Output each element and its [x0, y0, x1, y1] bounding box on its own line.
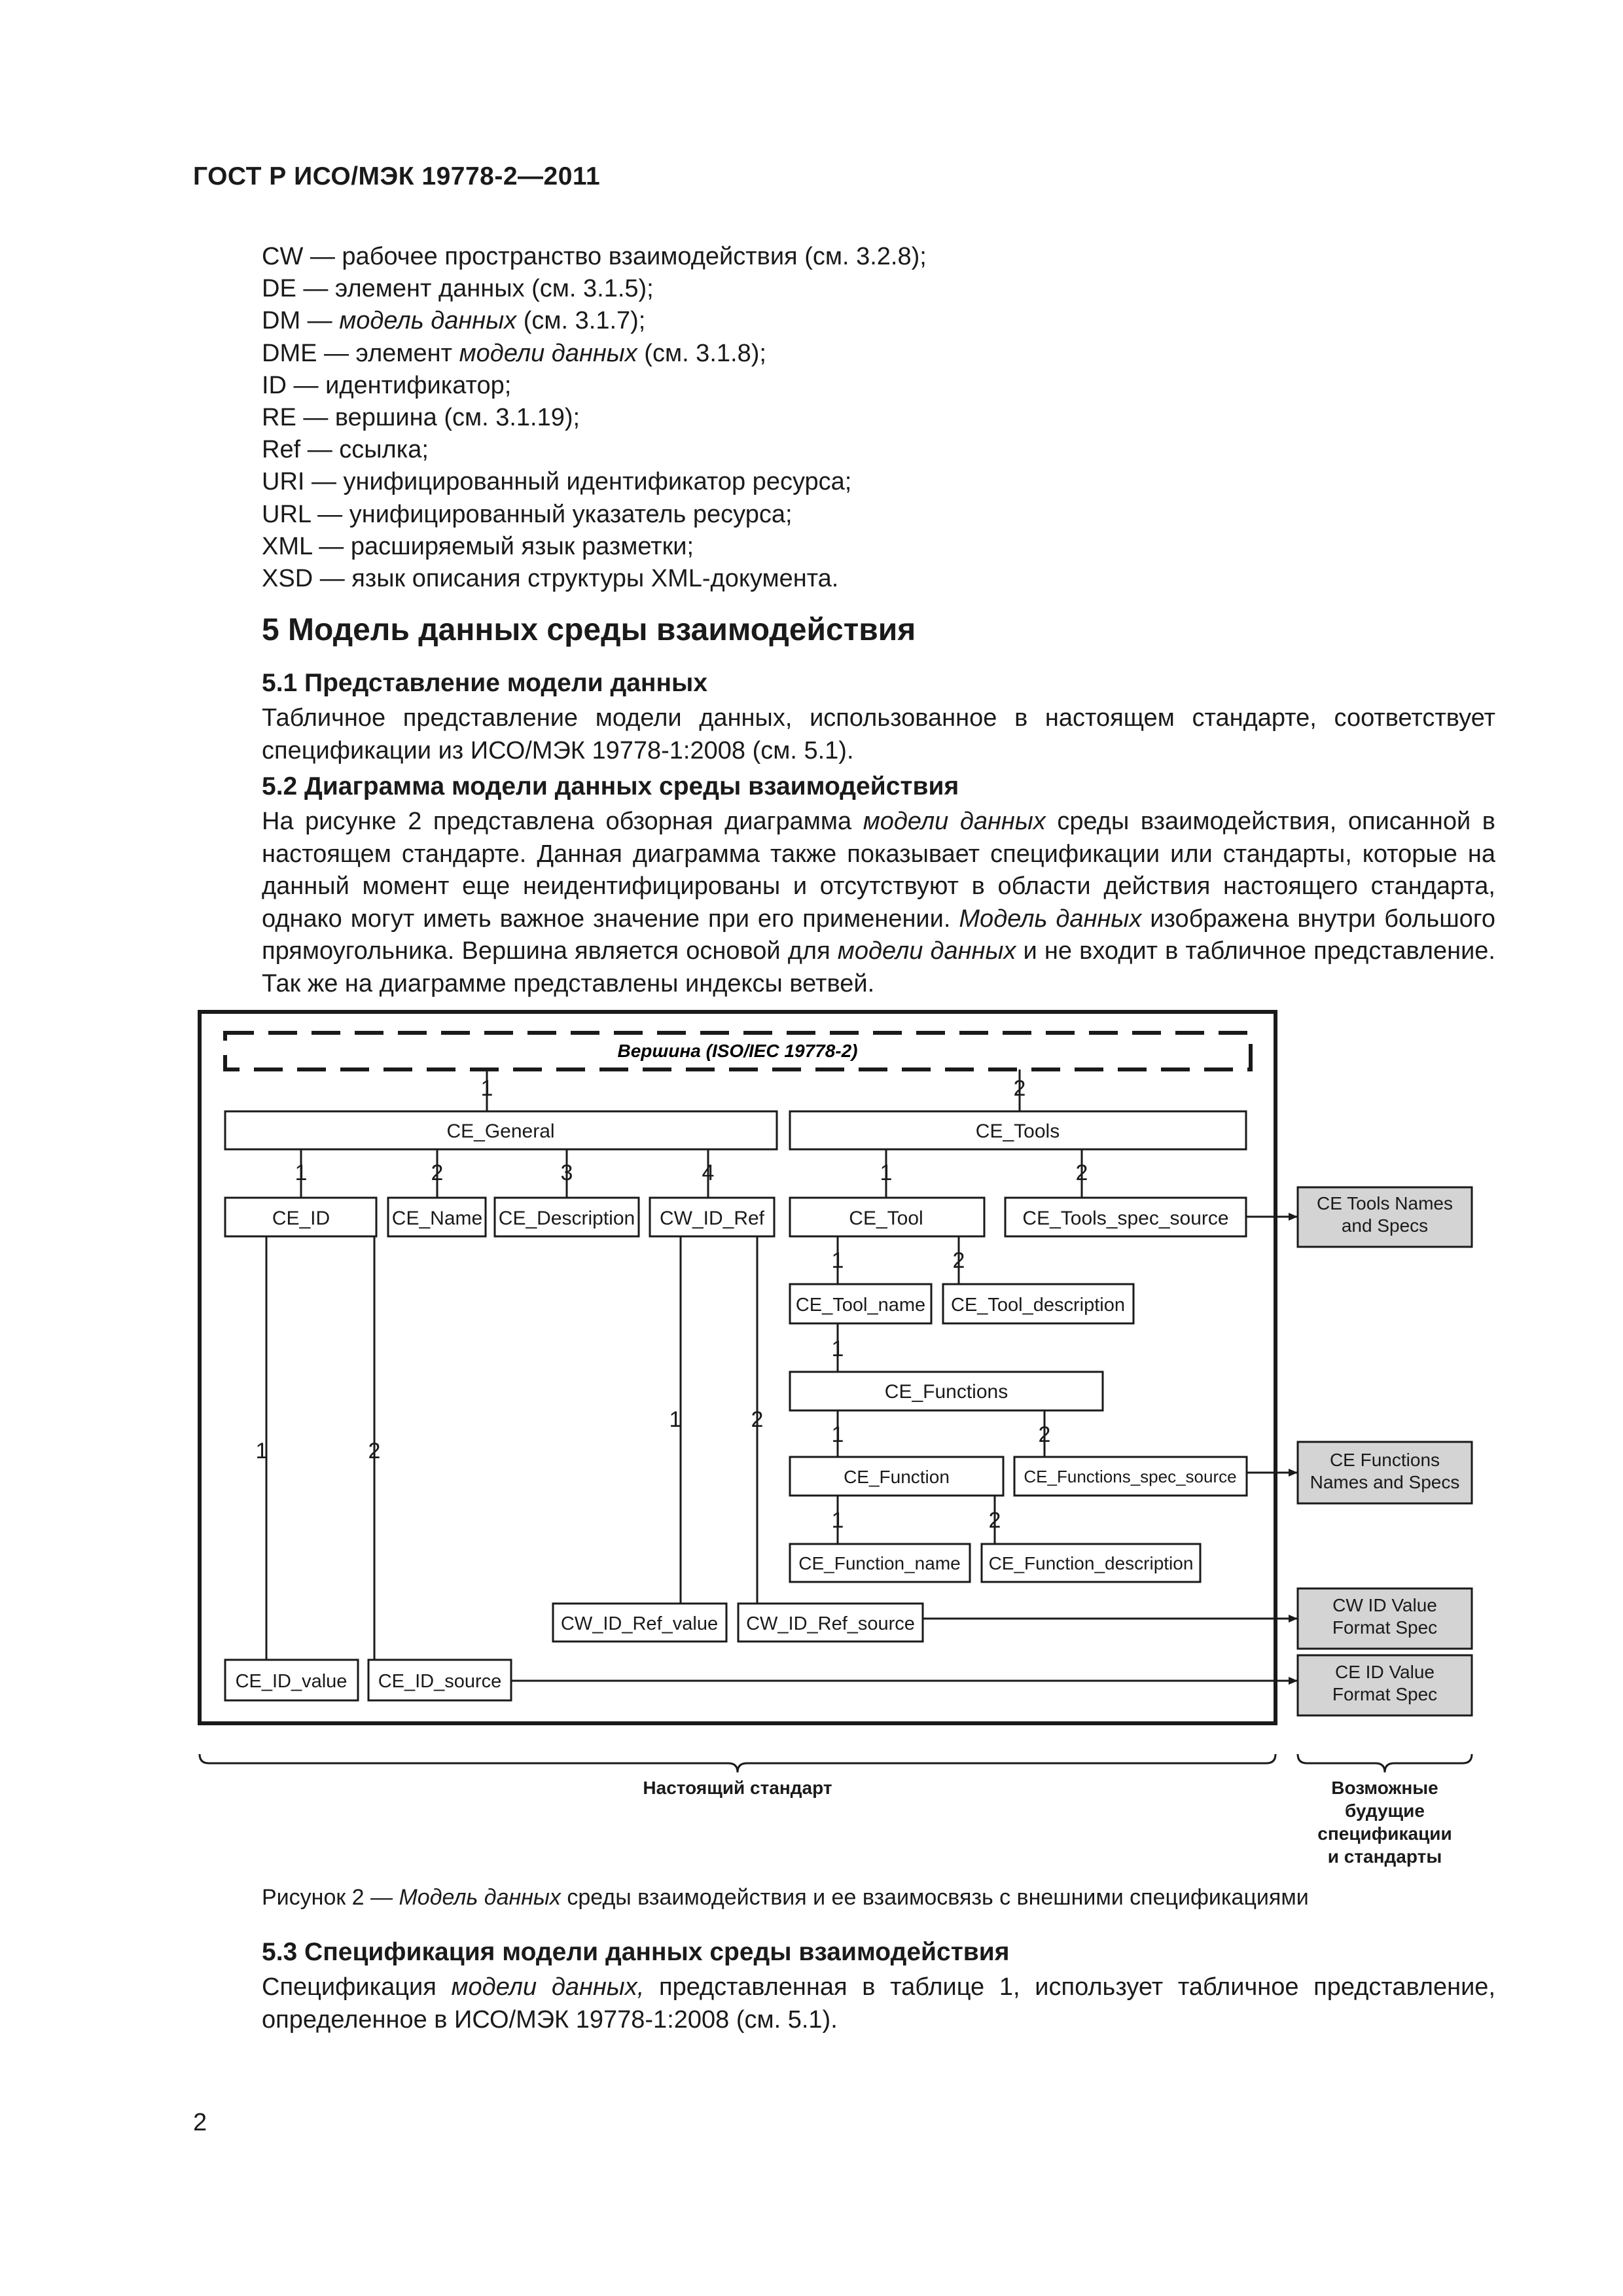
- ext-functions-line1: CE Functions: [1329, 1450, 1440, 1470]
- section-5-title: 5 Модель данных среды взаимодействия: [262, 613, 916, 647]
- section-5-3-text: [193, 1971, 1495, 2036]
- root-label: Вершина (ISO/IEC 19778-2): [617, 1041, 858, 1061]
- text-run: DME — элемент: [262, 339, 459, 367]
- future-line-1: Возможные: [1331, 1778, 1438, 1798]
- svg-text:1: 1: [831, 1422, 844, 1447]
- svg-text:1: 1: [831, 1508, 844, 1533]
- text-run: DE — элемент данных (см. 3.1.5);: [262, 275, 654, 303]
- text-run: CW — рабочее пространство взаимодействия (см. 3.2.8);: [262, 243, 927, 270]
- box-ce-tools: CE_Tools: [975, 1121, 1060, 1142]
- box-ce-id: CE_ID: [272, 1208, 330, 1229]
- box-ce-functions: CE_Functions: [884, 1381, 1008, 1403]
- box-ce-function-name: CE_Function_name: [798, 1553, 961, 1573]
- svg-text:1: 1: [831, 1336, 844, 1361]
- future-line-2: будущие: [1345, 1801, 1425, 1821]
- section-5-1-title: 5.1 Представление модели данных: [262, 669, 708, 697]
- text-run: среды взаимодействия, описанной в настоящем стандарте. Данная диаграмма также показывает спецификации или стандарты, которые на данный момент еще неидентифицированы и отсутствуют в области действия настоящего стандарта, однако могут иметь важное значение при его применении.: [262, 808, 1495, 933]
- box-cw-id-ref-source: CW_ID_Ref_source: [746, 1613, 915, 1634]
- svg-text:1: 1: [480, 1076, 493, 1101]
- svg-text:2: 2: [431, 1160, 444, 1185]
- page-number: 2: [193, 2109, 207, 2136]
- svg-text:1: 1: [669, 1407, 682, 1432]
- ext-tools-line1: CE Tools Names: [1316, 1193, 1454, 1213]
- text-run: представленная в таблице 1, использует табличное представление, определенное в ИСО/МЭК 19778-1:2008 (см. 5.1).: [262, 1973, 1495, 2034]
- section-5-3-paragraph: [193, 1971, 1495, 2036]
- ext-tools-line2: and Specs: [1341, 1215, 1429, 1236]
- text-run: URL — унифицированный указатель ресурса;: [262, 500, 793, 528]
- ext-ce-id-line2: Format Spec: [1332, 1684, 1438, 1704]
- text-run: RE — вершина (см. 3.1.19);: [262, 404, 580, 432]
- box-ce-id-value: CE_ID_value: [235, 1671, 348, 1692]
- ext-functions-line2: Names and Specs: [1310, 1472, 1460, 1492]
- italic-term: модели данных,: [451, 1973, 645, 2001]
- ext-cw-id-line2: Format Spec: [1332, 1617, 1438, 1638]
- section-5-1-paragraph: Табличное представление модели данных, использованное в настоящем стандарте, соответствует спецификации из ИСО/МЭК 19778-1:2008 (см. 5.1).: [262, 704, 1495, 764]
- box-ce-id-source: CE_ID_source: [378, 1671, 502, 1692]
- svg-text:1: 1: [831, 1248, 844, 1273]
- text-run: XML — расширяемый язык разметки;: [262, 532, 694, 560]
- box-cw-id-ref-value: CW_ID_Ref_value: [560, 1613, 719, 1634]
- box-ce-tool-description: CE_Tool_description: [951, 1295, 1125, 1316]
- ext-cw-id-line1: CW ID Value: [1332, 1595, 1437, 1615]
- svg-text:1: 1: [880, 1160, 893, 1185]
- box-cw-id-ref: CW_ID_Ref: [659, 1208, 765, 1229]
- text-run: XSD — язык описания структуры XML-документа.: [262, 565, 839, 593]
- section-5-3-title: 5.3 Спецификация модели данных среды взаимодействия: [262, 1938, 1010, 1966]
- figure-caption: [262, 1885, 1309, 1910]
- italic-term: Модель данных: [959, 905, 1142, 933]
- svg-text:2: 2: [751, 1407, 764, 1432]
- diagram-boxes: [225, 1111, 1247, 1700]
- box-ce-tools-spec-source: CE_Tools_spec_source: [1022, 1208, 1229, 1229]
- future-line-3: спецификации: [1317, 1823, 1452, 1844]
- box-ce-name: CE_Name: [391, 1208, 483, 1229]
- italic-term: модели данных: [459, 339, 637, 367]
- future-line-4: и стандарты: [1327, 1846, 1442, 1867]
- text-run: Ref — ссылка;: [262, 436, 429, 464]
- svg-text:2: 2: [1038, 1422, 1051, 1447]
- ext-ce-id-line1: CE ID Value: [1335, 1662, 1435, 1682]
- italic-term: модели данных: [837, 937, 1016, 965]
- text-run: DM —: [262, 307, 340, 335]
- box-ce-tool-name: CE_Tool_name: [795, 1295, 926, 1316]
- box-ce-tool: CE_Tool: [849, 1208, 923, 1229]
- document-header: ГОСТ Р ИСО/МЭК 19778-2—2011: [193, 162, 601, 190]
- italic-term: модели данных: [863, 808, 1046, 835]
- svg-text:3: 3: [560, 1160, 573, 1185]
- svg-text:1: 1: [255, 1439, 268, 1463]
- svg-text:2: 2: [368, 1439, 381, 1463]
- box-ce-function-description: CE_Function_description: [988, 1553, 1194, 1573]
- box-ce-general: CE_General: [446, 1121, 555, 1142]
- svg-text:2: 2: [952, 1248, 965, 1273]
- text-run: Рисунок 2 —: [262, 1885, 399, 1910]
- svg-text:2: 2: [1075, 1160, 1088, 1185]
- box-ce-description: CE_Description: [498, 1208, 635, 1229]
- section-5-2-title: 5.2 Диаграмма модели данных среды взаимодействия: [262, 772, 959, 800]
- svg-text:1: 1: [294, 1160, 308, 1185]
- text-run: Спецификация: [262, 1973, 452, 2001]
- future-specs-label: [1287, 1776, 1483, 1868]
- italic-term: модель данных: [339, 307, 517, 335]
- svg-text:4: 4: [702, 1160, 715, 1185]
- braces: [200, 1754, 1472, 1772]
- text-run: и не входит в табличное представление. Так же на диаграмме представлены индексы ветвей.: [262, 937, 1495, 997]
- box-ce-function: CE_Function: [844, 1467, 950, 1487]
- text-run: (см. 3.1.8);: [637, 339, 766, 367]
- text-run: среды взаимодействия и ее взаимосвязь с внешними спецификациями: [560, 1885, 1309, 1910]
- text-run: ID — идентификатор;: [262, 371, 512, 399]
- box-ce-functions-spec-source: CE_Functions_spec_source: [1024, 1467, 1237, 1486]
- text-run: На рисунке 2 представлена обзорная диаграмма: [262, 808, 863, 835]
- current-standard-label: Настоящий стандарт: [643, 1778, 832, 1798]
- text-run: URI — унифицированный идентификатор ресурса;: [262, 468, 852, 496]
- italic-term: Модель данных: [399, 1885, 561, 1910]
- text-run: (см. 3.1.7);: [516, 307, 646, 335]
- svg-text:2: 2: [1013, 1076, 1026, 1101]
- svg-text:2: 2: [988, 1508, 1001, 1533]
- text-run: изображена внутри большого прямоугольника. Вершина является основой для: [262, 905, 1496, 965]
